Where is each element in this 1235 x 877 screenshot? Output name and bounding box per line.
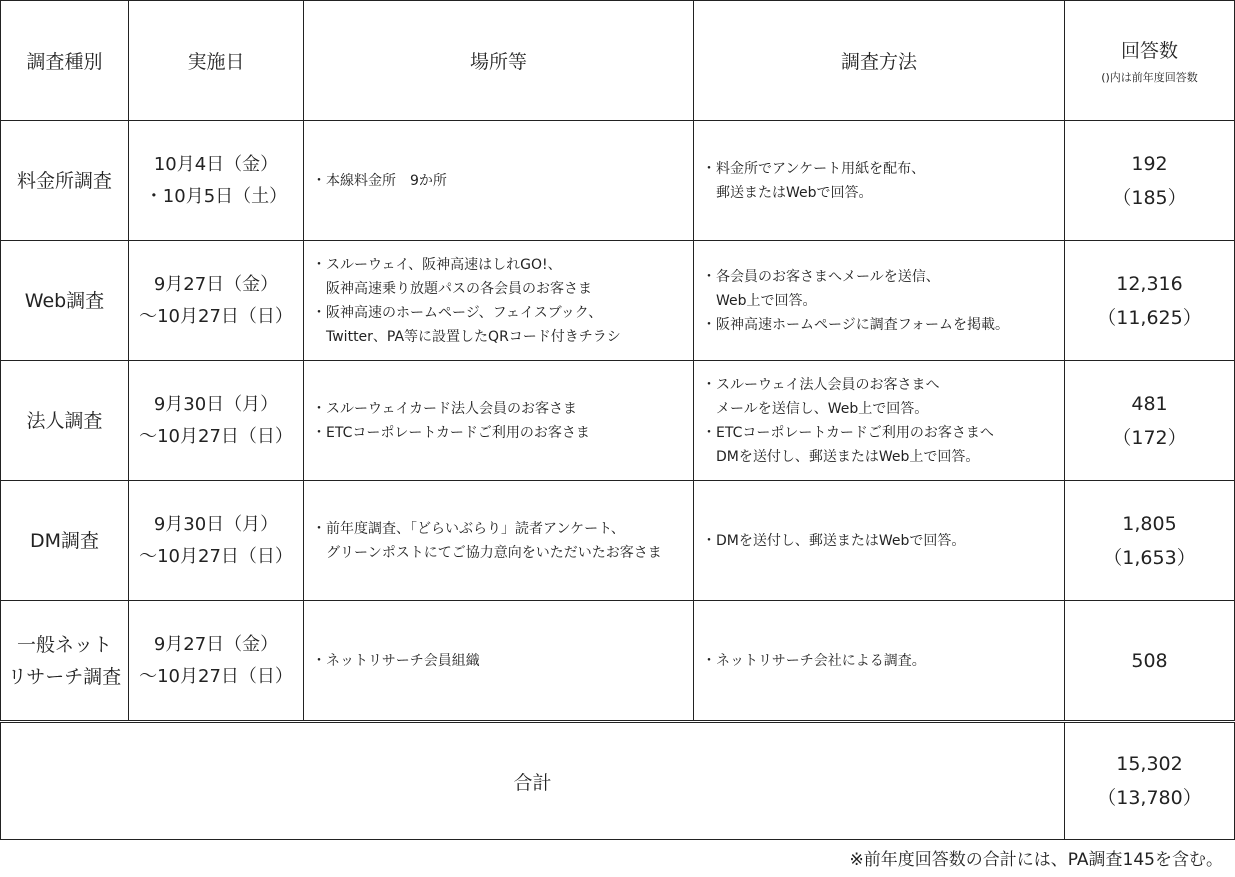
count-cell xyxy=(1065,601,1235,722)
place-line xyxy=(312,169,693,193)
category-line: Web調査 xyxy=(24,289,105,312)
method-text: 各会員のお客さまへメールを送信、 xyxy=(716,268,940,285)
date-line: ～10月27日（日） xyxy=(139,545,293,567)
total-row xyxy=(1,722,1235,840)
bullet-mark: ・ xyxy=(702,160,716,177)
header-row xyxy=(1,1,1235,121)
place-line xyxy=(312,301,693,325)
place-line xyxy=(312,397,693,421)
place-cell xyxy=(304,121,694,241)
date-line: ～10月27日（日） xyxy=(139,305,293,327)
category-cell xyxy=(1,481,129,601)
method-text: メールを送信し、Web上で回答。 xyxy=(716,400,929,417)
bullet-mark: ・ xyxy=(702,268,716,285)
total-count-cell xyxy=(1065,722,1235,840)
header-date: 実施日 xyxy=(129,1,304,121)
place-cell xyxy=(304,361,694,481)
method-text: DMを送付し、郵送またはWeb上で回答。 xyxy=(716,448,980,465)
bullet-mark: ・ xyxy=(702,532,716,549)
place-text: Twitter、PA等に設置したQRコード付きチラシ xyxy=(326,328,621,345)
method-text: ネットリサーチ会社による調査。 xyxy=(716,652,926,669)
bullet-mark: ・ xyxy=(702,652,716,669)
bullet-mark: ・ xyxy=(312,520,326,537)
response-count: 1,805 xyxy=(1122,512,1177,535)
date-line: ・10月5日（土） xyxy=(144,185,288,207)
place-cell xyxy=(304,241,694,361)
bullet-mark: ・ xyxy=(702,316,716,333)
response-count: 192 xyxy=(1131,152,1168,175)
method-line xyxy=(702,649,1064,673)
category-cell xyxy=(1,121,129,241)
method-line xyxy=(702,313,1064,337)
place-text: 前年度調査、「どらいぶらり」読者アンケート、 xyxy=(326,520,625,537)
response-count: 481 xyxy=(1131,392,1168,415)
place-text: 阪神高速のホームページ、フェイスブック、 xyxy=(326,304,603,321)
method-text: スルーウェイ法人会員のお客さまへ xyxy=(716,376,940,393)
place-line xyxy=(312,541,693,565)
method-text: 料金所でアンケート用紙を配布、 xyxy=(716,160,926,177)
count-cell xyxy=(1065,241,1235,361)
method-line xyxy=(702,289,1064,313)
method-line xyxy=(702,397,1064,421)
category-line: DM調査 xyxy=(29,529,100,552)
count-cell xyxy=(1065,121,1235,241)
place-cell xyxy=(304,481,694,601)
method-text: Web上で回答。 xyxy=(716,292,817,309)
place-line xyxy=(312,277,693,301)
place-line xyxy=(312,649,693,673)
date-line: 9月27日（金） xyxy=(153,273,279,295)
date-line: ～10月27日（日） xyxy=(139,425,293,447)
bullet-mark: ・ xyxy=(312,400,326,417)
bullet-mark: ・ xyxy=(702,376,716,393)
header-responses-cell xyxy=(1065,1,1235,121)
place-text: ETCコーポレートカードご利用のお客さま xyxy=(326,424,590,441)
method-line xyxy=(702,373,1064,397)
header-responses-note: ()内は前年度回答数 xyxy=(1101,71,1198,84)
header-responses: 回答数 xyxy=(1120,40,1178,62)
category-line: 一般ネット xyxy=(16,633,112,656)
method-text: 郵送またはWebで回答。 xyxy=(716,184,873,201)
category-cell xyxy=(1,601,129,722)
table-row xyxy=(1,121,1235,241)
method-cell xyxy=(694,481,1065,601)
prev-response-count: （1,653） xyxy=(1103,546,1196,569)
place-text: 阪神高速乗り放題パスの各会員のお客さま xyxy=(326,280,592,297)
method-cell xyxy=(694,601,1065,722)
method-cell xyxy=(694,361,1065,481)
place-line xyxy=(312,253,693,277)
date-line: 9月27日（金） xyxy=(153,633,279,655)
date-cell xyxy=(129,121,304,241)
bullet-mark: ・ xyxy=(312,172,326,189)
method-text: 阪神高速ホームページに調査フォームを掲載。 xyxy=(716,316,1010,333)
prev-response-count: （11,625） xyxy=(1097,306,1202,329)
header-place: 場所等 xyxy=(304,1,694,121)
footnote: ※前年度回答数の合計には、PA調査145を含む。 xyxy=(849,850,1223,870)
bullet-mark: ・ xyxy=(702,424,716,441)
count-cell xyxy=(1065,481,1235,601)
header-category: 調査種別 xyxy=(1,1,129,121)
bullet-mark: ・ xyxy=(312,304,326,321)
category-line: リサーチ調査 xyxy=(7,665,122,688)
date-line: 9月30日（月） xyxy=(153,393,279,415)
date-cell xyxy=(129,241,304,361)
category-cell xyxy=(1,361,129,481)
response-count: 12,316 xyxy=(1116,272,1183,295)
total-count: 15,302 xyxy=(1116,753,1183,775)
table-row xyxy=(1,241,1235,361)
bullet-mark: ・ xyxy=(312,424,326,441)
method-cell xyxy=(694,121,1065,241)
method-line xyxy=(702,421,1064,445)
place-text: グリーンポストにてご協力意向をいただいたお客さま xyxy=(326,544,662,561)
total-prev-count: （13,780） xyxy=(1097,787,1202,809)
total-label: 合計 xyxy=(1,722,1065,840)
prev-response-count: （185） xyxy=(1112,186,1187,209)
place-text: スルーウェイカード法人会員のお客さま xyxy=(326,400,578,417)
place-cell xyxy=(304,601,694,722)
prev-response-count: （172） xyxy=(1112,426,1187,449)
place-text: ネットリサーチ会員組織 xyxy=(326,652,480,669)
date-line: 9月30日（月） xyxy=(153,513,279,535)
category-line: 法人調査 xyxy=(26,409,103,432)
place-line xyxy=(312,517,693,541)
place-text: 本線料金所 9か所 xyxy=(326,172,447,189)
bullet-mark: ・ xyxy=(312,652,326,669)
date-cell xyxy=(129,601,304,722)
method-line xyxy=(702,181,1064,205)
table-row xyxy=(1,361,1235,481)
method-line xyxy=(702,529,1064,553)
bullet-mark: ・ xyxy=(312,256,326,273)
table-row xyxy=(1,601,1235,722)
method-line xyxy=(702,445,1064,469)
date-line: 10月4日（金） xyxy=(153,153,279,175)
date-cell xyxy=(129,361,304,481)
header-method: 調査方法 xyxy=(694,1,1065,121)
place-line xyxy=(312,325,693,349)
date-line: ～10月27日（日） xyxy=(139,665,293,687)
response-count: 508 xyxy=(1131,649,1168,672)
table-row xyxy=(1,481,1235,601)
place-line xyxy=(312,421,693,445)
count-cell xyxy=(1065,361,1235,481)
method-cell xyxy=(694,241,1065,361)
method-line xyxy=(702,265,1064,289)
category-line: 料金所調査 xyxy=(16,169,112,192)
method-text: ETCコーポレートカードご利用のお客さまへ xyxy=(716,424,994,441)
place-text: スルーウェイ、阪神高速はしれGO!、 xyxy=(326,256,562,273)
method-line xyxy=(702,157,1064,181)
method-text: DMを送付し、郵送またはWebで回答。 xyxy=(716,532,966,549)
category-cell xyxy=(1,241,129,361)
date-cell xyxy=(129,481,304,601)
